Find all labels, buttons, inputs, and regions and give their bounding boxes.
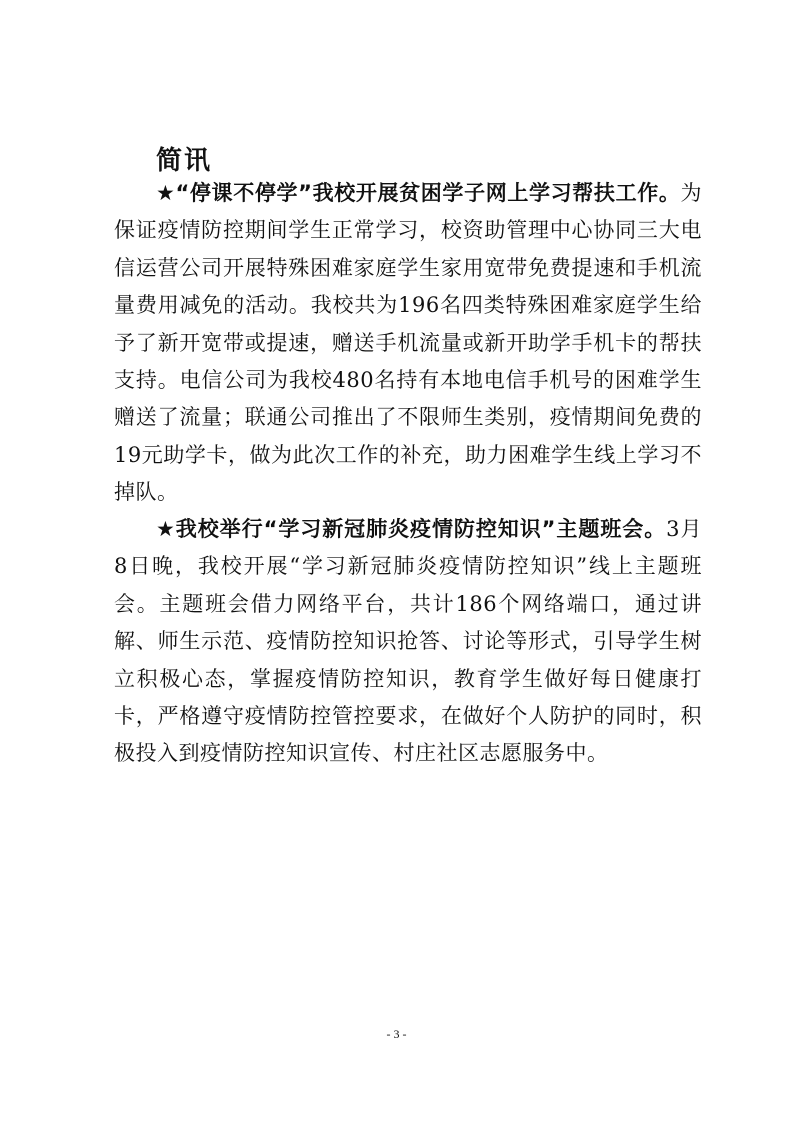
news-headline: ★我校举行“学习新冠肺炎疫情防控知识”主题班会。 (156, 517, 667, 541)
news-body: 3月8日晚，我校开展“学习新冠肺炎疫情防控知识”线上主题班会。主题班会借力网络平台，共计186个网络端口，通过讲解、师生示范、疫情防控知识抢答、讨论等形式，引导学生树立积极心态，掌握疫情防控知识，教育学生做好每日健康打卡，严格遵守疫情防控管控要求，在做好个人防护的同时，积极投入到疫情防控知识宣传、村庄社区志愿服务中。 (114, 517, 702, 766)
news-body: 为保证疫情防控期间学生正常学习，校资助管理中心协同三大电信运营公司开展特殊困难家庭学生家用宽带免费提速和手机流量费用减免的活动。我校共为196名四类特殊困难家庭学生给予了新开宽带或提速，赠送手机流量或新开助学手机卡的帮扶支持。电信公司为我校480名持有本地电信手机号的困难学生赠送了流量；联通公司推出了不限师生类别，疫情期间免费的19元助学卡，做为此次工作的补充，助力困难学生线上学习不掉队。 (114, 181, 702, 505)
news-item (114, 175, 702, 512)
page-number: - 3 - (386, 1027, 407, 1041)
news-headline: ★“停课不停学”我校开展贫困学子网上学习帮扶工作。 (156, 181, 681, 205)
news-item (114, 511, 702, 773)
section-title: 简讯 (156, 146, 213, 176)
